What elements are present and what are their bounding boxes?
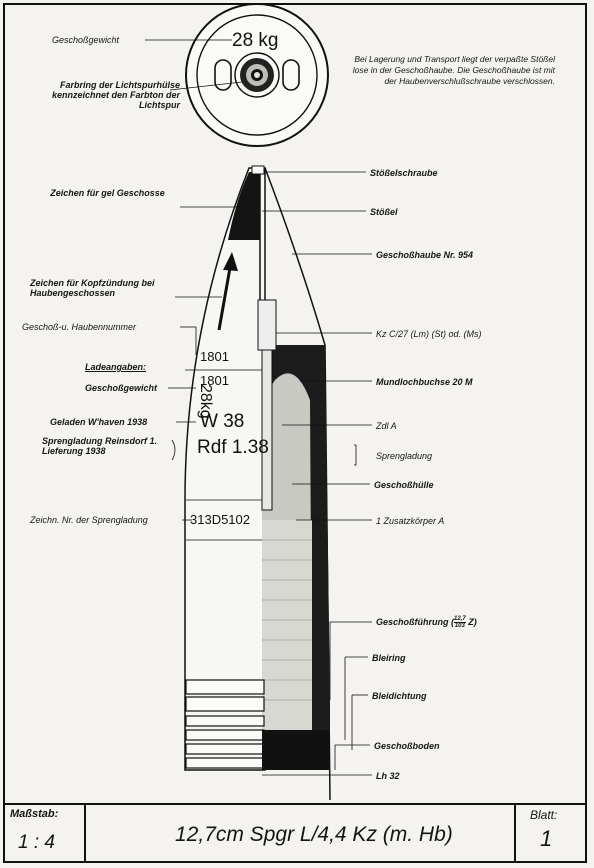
label-ladeangaben: Ladeangaben:	[85, 362, 147, 372]
label-haubennummer: Geschoß-u. Haubennummer	[22, 322, 137, 332]
fuehrung-numerator: 12,7	[454, 616, 466, 622]
label-zdl: Zdl A	[376, 421, 397, 431]
base-view	[186, 4, 328, 146]
weight-value-top: 28 kg	[232, 30, 279, 51]
label-geschossgewicht: Geschoßgewicht	[85, 383, 158, 393]
label-geladen: Geladen W'haven 1938	[50, 417, 148, 427]
label-geschossfuehrung: Geschoßführung ( $\frac{12,7}{103}$ Z)	[376, 616, 477, 629]
fuehrung-denominator: 103	[454, 623, 465, 629]
sheet-label: Blatt:	[530, 808, 558, 822]
drawing-title: 12,7cm Spgr L/4,4 Kz (m. Hb)	[175, 823, 453, 846]
sheet-value: 1	[540, 826, 553, 851]
label-geschosshuelle: Geschoßhülle	[374, 480, 434, 490]
label-tracer-ring: Farbring der Lichtspurhülse kennzeichnet den Farbton der Lichtspur	[51, 80, 180, 110]
label-geschosshaube: Geschoßhaube Nr. 954	[376, 250, 474, 260]
marking-number-lower: 1801	[200, 373, 229, 388]
scale-value: 1 : 4	[18, 832, 55, 853]
label-bleiring: Bleiring	[372, 653, 406, 663]
fuehrung-fraction	[454, 616, 466, 629]
label-geschossfuehrung-text: Geschoßführung	[376, 616, 449, 627]
label-weight-top: Geschoßgewicht	[52, 35, 120, 45]
label-stoessel: Stößel	[370, 207, 398, 217]
transport-note: Bei Lagerung und Transport liegt der verpaßte Stößel lose in der Geschoßhaube. Die Geschoßhaube ist mit der Haubenverschlußschraube verschlossen.	[352, 54, 555, 86]
marking-rdf: Rdf 1.38	[197, 437, 269, 458]
label-mundlochbuchse: Mundlochbuchse 20 M	[376, 377, 473, 387]
marking-weight: 28kg	[197, 384, 214, 419]
label-lh: Lh 32	[376, 771, 400, 781]
marking-number-upper: 1801	[200, 349, 229, 364]
label-sprengladung-reinsdorf: Sprengladung Reinsdorf 1. Lieferung 1938	[42, 436, 158, 456]
marking-w38: W 38	[200, 411, 245, 432]
label-gel-geschosse: Zeichen für gel Geschosse	[50, 188, 165, 198]
scale-label: Maßstab:	[10, 808, 59, 820]
projectile	[185, 166, 330, 800]
label-bleidichtung: Bleidichtung	[372, 691, 427, 701]
label-geschossboden: Geschoßboden	[374, 741, 440, 751]
label-kopfzuendung: Zeichen für Kopfzündung bei Haubengeschossen	[30, 278, 155, 298]
label-sprengladung: Sprengladung	[376, 451, 433, 461]
label-kz: Kz C/27 (Lm) (St) od. (Ms)	[376, 329, 482, 339]
label-zeichn-nr: Zeichn. Nr. der Sprengladung	[30, 515, 148, 525]
marking-zeichn: 313D5102	[190, 512, 250, 527]
fuehrung-suffix: Z)	[468, 616, 477, 627]
label-zusatzkoerper: 1 Zusatzkörper A	[376, 516, 445, 526]
label-stoesselschraube: Stößelschraube	[370, 168, 438, 178]
